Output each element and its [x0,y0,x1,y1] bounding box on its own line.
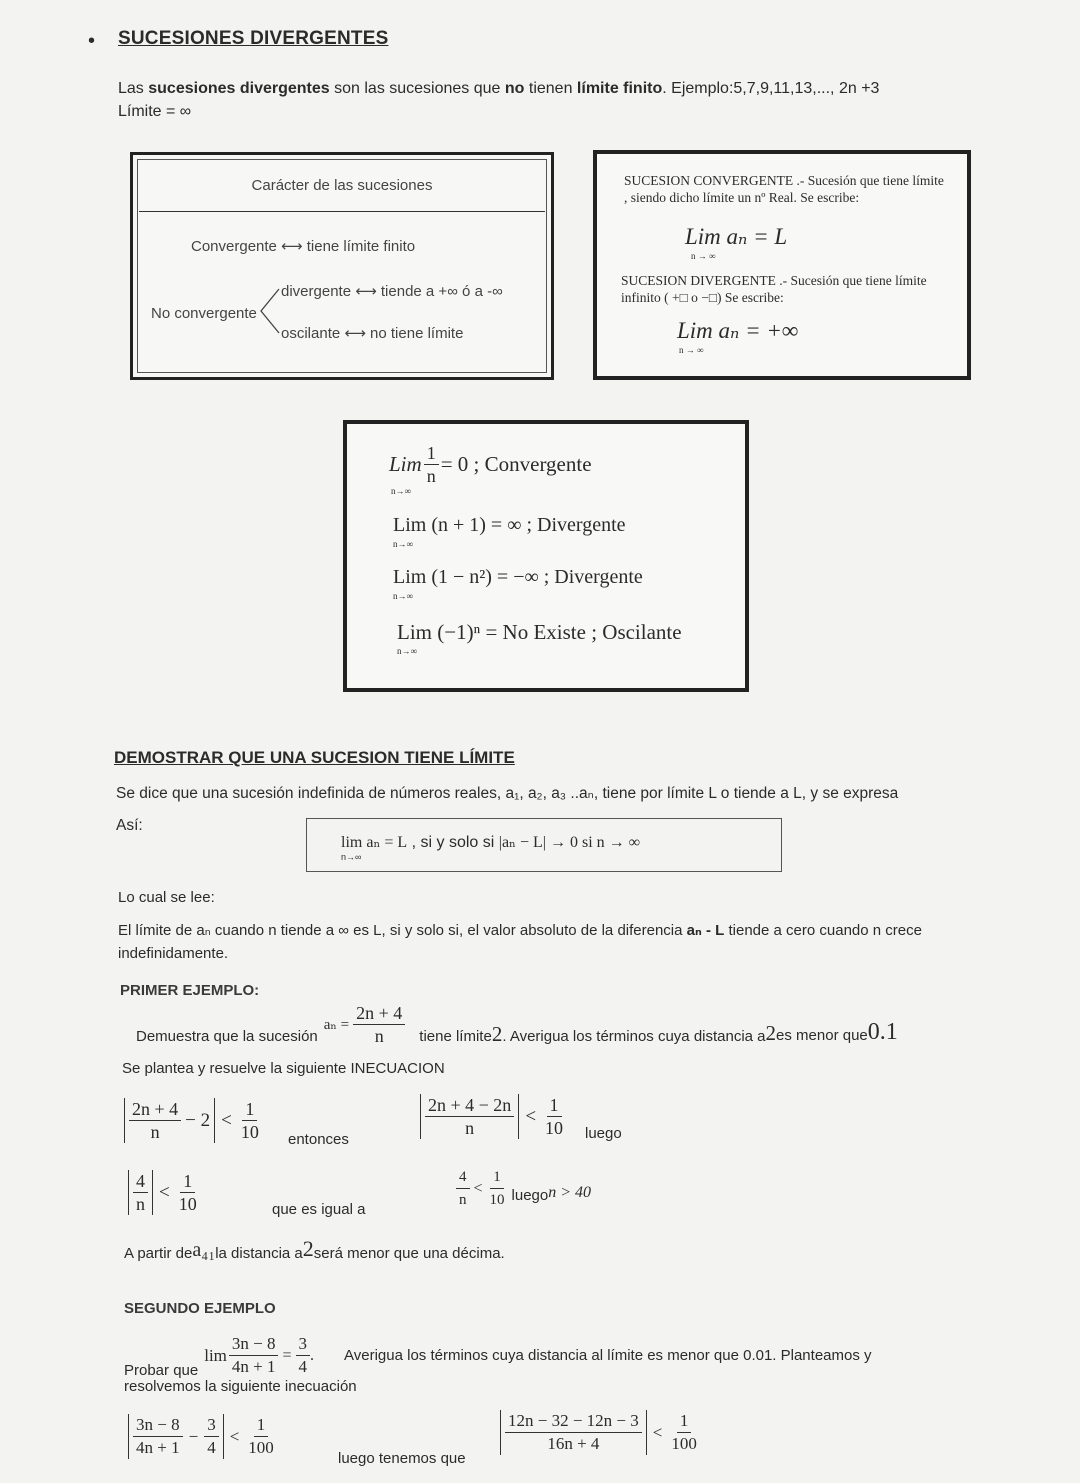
inecuacion-1: $\frac{2n + 4}{n}$ − 2 < $\frac{1}{10}$ [124,1098,262,1143]
caracter-box [130,152,554,380]
div-formula: Lim aₙ = +∞ [677,318,799,343]
inecuacion-3: $\frac{4}{n}$ < $\frac{1}{10}$ [128,1170,200,1215]
div-formula-under: n → ∞ [679,345,704,355]
lectura-paragraph-end: indefinidamente. [118,945,229,962]
ejemplos-box [343,420,749,692]
segundo-resolvemos: resolvemos la siguiente inecuación [124,1378,357,1395]
segundo-enunciado: Probar que lim $\frac{3n - 8}{4n + 1}$ = $\frac{3}{4}$ . Averigua los términos cuya distancia al límite es menor que 0.01. Planteamos y [124,1334,872,1379]
caracter-title: Carácter de las sucesiones [139,161,545,212]
segundo-luego: luego tenemos que [338,1450,466,1467]
ejemplo-4-under: n→∞ [397,646,417,656]
primer-ejemplo-title: PRIMER EJEMPLO: [120,982,260,999]
igual-label: que es igual a [272,1201,366,1218]
segundo-inecuacion-2: $\frac{12n - 32 - 12n - 3}{16n + 4}$ < $\frac{1}{100}$ [500,1410,700,1455]
primer-conclusion: A partir de a₄₁ la distancia a 2 será menor que una décima. [124,1236,505,1262]
plantea-inecuacion: Se plantea y resuelve la siguiente INECUACION [122,1060,445,1077]
brace-icon [257,287,281,335]
lo-cual-se-lee: Lo cual se lee: [118,889,215,906]
ejemplo-2: Lim (n + 1) = ∞ ; Divergente [393,514,626,536]
ejemplo-3: Lim (1 − n²) = −∞ ; Divergente [393,566,643,588]
ejemplo-4: Lim (−1)ⁿ = No Existe ; Oscilante [397,620,682,644]
caracter-row-no-convergente: No convergente [151,305,257,322]
definicion-limite-box [306,818,782,872]
ejemplo-1: Lim $\frac{1}{n}$ = 0 ; Convergente [389,443,592,486]
ejemplo-2-under: n→∞ [393,539,413,549]
segundo-inecuacion-1: $\frac{3n - 8}{4n + 1}$ − $\frac{3}{4}$ < $\frac{1}{100}$ [128,1414,277,1459]
definicion-limite-under: n→∞ [341,852,362,862]
asi-label: Así: [116,817,143,834]
primer-ejemplo-enunciado: Demuestra que la sucesión aₙ = $\frac{2n + 4}{n}$ tiene límite 2 . Averigua los términos cuya distancia a 2 es menor que 0.1 [136,1003,898,1046]
lectura-paragraph: El límite de aₙ cuando n tiende a ∞ es L, si y solo si, el valor absoluto de la diferencia aₙ - L tiende a cero cuando n crece [118,922,922,939]
div-definition: SUCESION DIVERGENTE .- Sucesión que tiene límite infinito ( +□ o −□) Se escribe: [621,273,927,305]
definicion-limite: lim aₙ = L , si y solo si |aₙ − L| → 0 si n → ∞ [341,834,641,851]
inecuacion-4: $\frac{4}{n}$ < $\frac{1}{10}$ luego n > 40 [456,1166,591,1211]
intro-paragraph: Las sucesiones divergentes son las sucesiones que no tienen límite finito. Ejemplo:5,7,9,11,13,..., 2n +3 [118,80,880,97]
caracter-row-convergente: Convergente ⟷ tiene límite finito [191,238,416,255]
conv-formula-under: n → ∞ [691,251,716,261]
caracter-row-oscilante: oscilante ⟷ no tiene límite [281,325,464,342]
bullet: • [88,30,96,52]
luego-label: luego [585,1125,622,1142]
ejemplo-1-under: n→∞ [391,486,411,496]
ejemplo-3-under: n→∞ [393,591,413,601]
section-title: SUCESIONES DIVERGENTES [118,28,389,49]
intro-limit: Límite = ∞ [118,103,192,120]
demostrar-title: DEMOSTRAR QUE UNA SUCESION TIENE LÍMITE [114,748,515,767]
conv-formula: Lim aₙ = L [685,224,788,249]
definiciones-box [593,150,971,380]
entonces-label: entonces [288,1131,349,1148]
segundo-ejemplo-title: SEGUNDO EJEMPLO [124,1300,276,1317]
inecuacion-2: $\frac{2n + 4 - 2n}{n}$ < $\frac{1}{10}$ [420,1094,566,1139]
conv-definition: SUCESION CONVERGENTE .- Sucesión que tiene límite , siendo dicho límite un nº Real. Se escribe: [624,173,944,205]
definicion-paragraph: Se dice que una sucesión indefinida de números reales, a₁, a₂, a₃ ..aₙ, tiene por límite L o tiende a L, y se expresa [116,785,899,802]
caracter-row-divergente: divergente ⟷ tiende a +∞ ó a -∞ [281,283,503,300]
